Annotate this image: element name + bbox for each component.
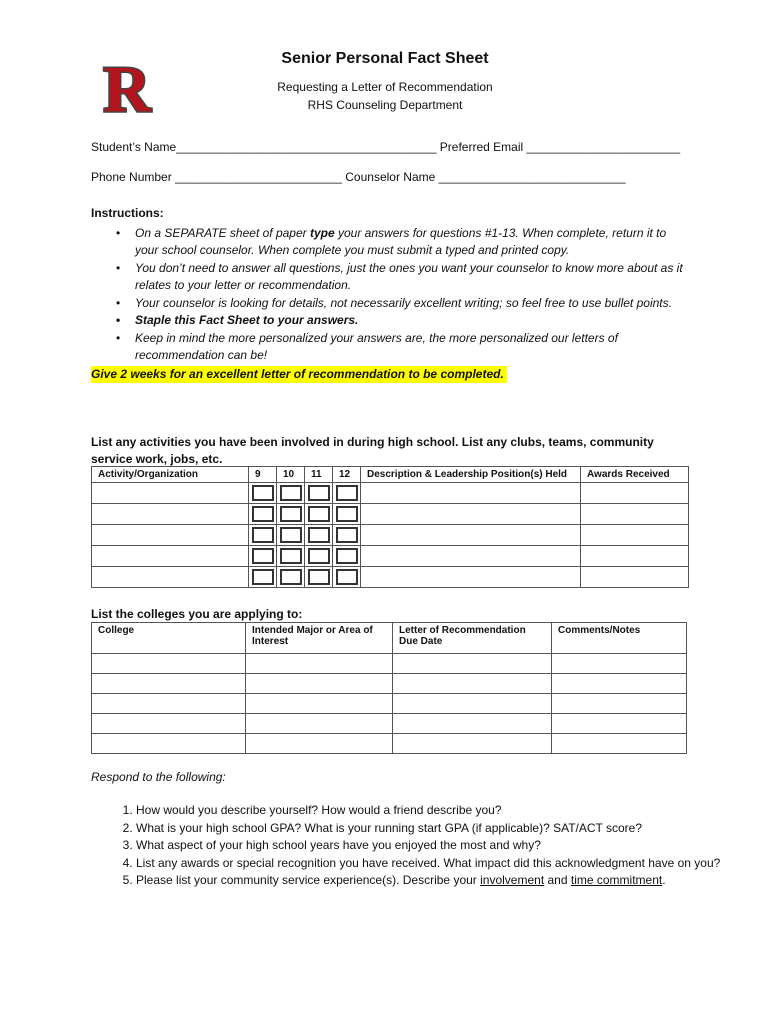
grade-cell (277, 546, 305, 567)
phone-counselor-row (91, 170, 626, 184)
table-cell[interactable] (581, 483, 689, 504)
table-cell[interactable] (92, 674, 246, 694)
activities-heading: List any activities you have been involved in during high school. List any clubs, teams, community service work, jobs, etc. (91, 435, 654, 466)
col-major: Intended Major or Area of Interest (246, 623, 393, 654)
instruction-text: your answers for questions #1-13. When complete, return it to your school counselor. When complete you must submit a typed and printed copy. (135, 225, 667, 257)
table-cell[interactable] (581, 525, 689, 546)
table-cell[interactable] (361, 483, 581, 504)
grade-checkbox[interactable] (252, 506, 274, 522)
grade-cell (277, 483, 305, 504)
grade-checkbox[interactable] (280, 569, 302, 585)
table-cell[interactable] (361, 504, 581, 525)
grade-checkbox[interactable] (252, 548, 274, 564)
instructions-label: Instructions: (91, 206, 164, 220)
col-college: College (92, 623, 246, 654)
table-cell[interactable] (552, 674, 687, 694)
table-cell[interactable] (361, 546, 581, 567)
table-cell[interactable] (552, 654, 687, 674)
grade-checkbox[interactable] (336, 548, 358, 564)
table-cell[interactable] (246, 694, 393, 714)
table-cell[interactable] (552, 734, 687, 754)
table-cell[interactable] (92, 567, 249, 588)
question-text: . (662, 873, 666, 887)
table-cell[interactable] (581, 504, 689, 525)
question-item: 4. List any awards or special recognition you have received. What impact did this acknowledgment have on you? (136, 855, 736, 873)
table-row (92, 546, 689, 567)
table-cell[interactable] (393, 654, 552, 674)
grade-checkbox[interactable] (308, 548, 330, 564)
grade-checkbox[interactable] (308, 527, 330, 543)
grade-cell (333, 483, 361, 504)
table-cell[interactable] (552, 714, 687, 734)
question-list (91, 802, 736, 890)
col-comments: Comments/Notes (552, 623, 687, 654)
email-field[interactable]: _______________________ (526, 140, 681, 154)
grade-checkbox[interactable] (280, 506, 302, 522)
table-cell[interactable] (92, 714, 246, 734)
table-cell[interactable] (361, 567, 581, 588)
grade-cell (277, 525, 305, 546)
table-cell[interactable] (92, 694, 246, 714)
question-item: 3. What aspect of your high school years have you enjoyed the most and why? (136, 837, 736, 855)
table-cell[interactable] (581, 567, 689, 588)
table-row (92, 714, 687, 734)
grade-cell (305, 546, 333, 567)
grade-cell (333, 525, 361, 546)
grade-checkbox[interactable] (252, 569, 274, 585)
instruction-item (135, 225, 691, 260)
table-cell[interactable] (92, 504, 249, 525)
phone-label: Phone Number (91, 170, 172, 184)
instruction-bold: type (309, 225, 335, 240)
grade-checkbox[interactable] (280, 548, 302, 564)
table-cell[interactable] (393, 734, 552, 754)
col-grade-9: 9 (249, 467, 277, 483)
subtitle-department: RHS Counseling Department (307, 98, 463, 112)
table-cell[interactable] (393, 694, 552, 714)
grade-cell (305, 483, 333, 504)
col-grade-10: 10 (277, 467, 305, 483)
grade-checkbox[interactable] (308, 485, 330, 501)
question-text: and (544, 873, 571, 887)
grade-cell (249, 546, 277, 567)
colleges-heading: List the colleges you are applying to: (91, 607, 303, 621)
instructions (91, 205, 691, 383)
table-cell[interactable] (361, 525, 581, 546)
table-cell[interactable] (246, 714, 393, 734)
table-header-row (92, 467, 689, 483)
grade-cell (249, 483, 277, 504)
instruction-text: On a SEPARATE sheet of paper (135, 225, 310, 240)
col-activity: Activity/Organization (92, 467, 249, 483)
table-cell[interactable] (92, 654, 246, 674)
counselor-label: Counselor Name (345, 170, 436, 184)
question-underline: involvement (480, 873, 545, 887)
table-cell[interactable] (92, 483, 249, 504)
col-description: Description & Leadership Position(s) Held (361, 467, 581, 483)
table-row (92, 734, 687, 754)
deadline-highlight: Give 2 weeks for an excellent letter of recommendation to be completed. (91, 366, 507, 384)
instruction-item: • Your counselor is looking for details, not necessarily excellent writing; so feel free to use bullet points. (135, 295, 691, 313)
name-email-row (91, 140, 680, 154)
table-cell[interactable] (246, 654, 393, 674)
grade-checkbox[interactable] (308, 506, 330, 522)
activities-table (91, 466, 689, 588)
school-logo (92, 55, 162, 117)
table-cell[interactable] (552, 694, 687, 714)
subtitle-request: Requesting a Letter of Recommendation (277, 80, 493, 94)
table-cell[interactable] (246, 734, 393, 754)
colleges-table (91, 622, 687, 754)
question-item: 1. How would you describe yourself? How would a friend describe you? (136, 802, 736, 820)
table-row (92, 567, 689, 588)
table-cell[interactable] (246, 674, 393, 694)
grade-cell (249, 525, 277, 546)
respond-label: Respond to the following: (91, 770, 226, 784)
counselor-field[interactable]: ____________________________ (438, 170, 626, 184)
email-label: Preferred Email (439, 140, 524, 154)
table-row (92, 504, 689, 525)
instruction-item: • Keep in mind the more personalized your answers are, the more personalized our letters of recommendation can be! (135, 330, 691, 365)
grade-cell (305, 525, 333, 546)
table-cell[interactable] (581, 546, 689, 567)
page-title: Senior Personal Fact Sheet (281, 50, 489, 67)
table-cell[interactable] (92, 734, 246, 754)
grade-checkbox[interactable] (336, 527, 358, 543)
grade-cell (277, 504, 305, 525)
table-cell[interactable] (92, 546, 249, 567)
table-row (92, 674, 687, 694)
grade-cell (333, 567, 361, 588)
student-name-label: Student’s Name (91, 140, 177, 154)
grade-checkbox[interactable] (336, 569, 358, 585)
table-row (92, 654, 687, 674)
col-due-date: Letter of Recommendation Due Date (393, 623, 552, 654)
grade-cell (249, 504, 277, 525)
question-underline: time commitment (570, 873, 663, 887)
grade-cell (305, 504, 333, 525)
phone-field[interactable]: _________________________ (175, 170, 342, 184)
grade-cell (305, 567, 333, 588)
question-item (136, 872, 736, 890)
grade-cell (333, 504, 361, 525)
grade-checkbox[interactable] (308, 569, 330, 585)
grade-checkbox[interactable] (252, 485, 274, 501)
col-awards: Awards Received (581, 467, 689, 483)
table-cell[interactable] (92, 525, 249, 546)
grade-checkbox[interactable] (280, 527, 302, 543)
col-grade-11: 11 (305, 467, 333, 483)
grade-checkbox[interactable] (280, 485, 302, 501)
grade-checkbox[interactable] (336, 485, 358, 501)
grade-cell (277, 567, 305, 588)
grade-cell (249, 567, 277, 588)
table-row (92, 694, 687, 714)
document-header (200, 50, 570, 114)
grade-cell (333, 546, 361, 567)
instruction-item: • You don’t need to answer all questions, just the ones you want your counselor to know more about as it relates to your letter or recommendation. (135, 260, 691, 295)
col-grade-12: 12 (333, 467, 361, 483)
table-cell[interactable] (393, 714, 552, 734)
table-row (92, 483, 689, 504)
instructions-list (91, 225, 691, 365)
table-row (92, 525, 689, 546)
table-header-row (92, 623, 687, 654)
table-cell[interactable] (393, 674, 552, 694)
grade-checkbox[interactable] (336, 506, 358, 522)
logo-letter: R (103, 55, 151, 117)
instruction-item: • Staple this Fact Sheet to your answers. (135, 312, 691, 330)
question-text: Please list your community service experience(s). Describe your (136, 873, 481, 887)
student-name-field[interactable]: _______________________________________ (176, 140, 437, 154)
question-item: 2. What is your high school GPA? What is your running start GPA (if applicable)? SAT/ACT score? (136, 820, 736, 838)
grade-checkbox[interactable] (252, 527, 274, 543)
